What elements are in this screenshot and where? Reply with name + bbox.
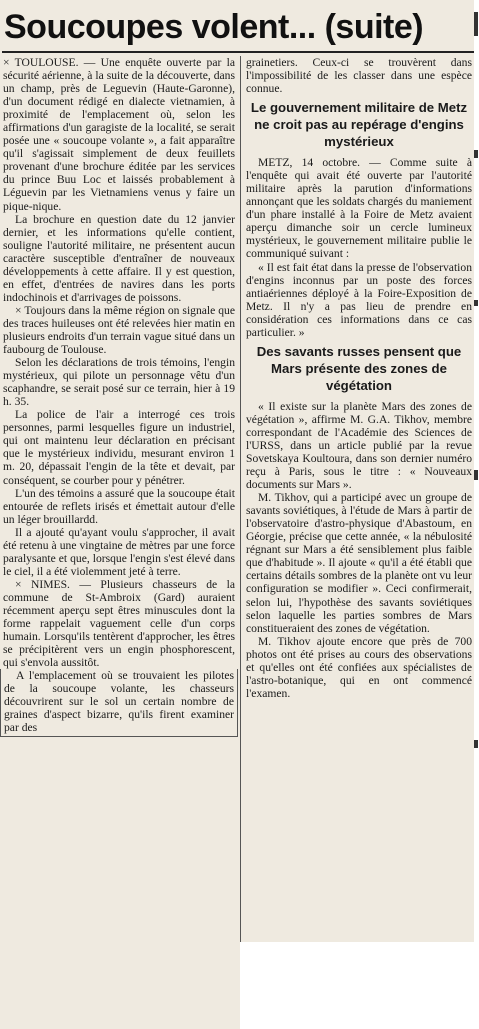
right-column [246, 56, 472, 700]
left-column-tail [0, 669, 238, 737]
paragraph-continuation: grainetiers. Ceux-ci se trouvèrent dans l'impossibilité de les classer dans une espèce connue. [246, 56, 472, 96]
subheading-mars: Des savants russes pensent que Mars présente des zones de végétation [256, 343, 462, 393]
paragraph-nimes-1: × NIMES. — Plusieurs chasseurs de la commune de St-Ambroix (Gard) auraient récemment aperçu sept êtres minuscules dont la forme rappelait vaguement celle d'un corps humain. Lorsqu'ils tentèrent d'approcher, les êtres se précipitèrent vers un engin phosphorescent, qui s'envola aussitôt. [3, 577, 235, 670]
subheading-metz: Le gouvernement militaire de Metz ne croit pas au repérage d'engins mystérieux [250, 100, 468, 150]
left-column [3, 56, 235, 737]
adjacent-page-edge [474, 0, 479, 1029]
paragraph-mars-3: M. Tikhov ajoute encore que près de 700 photos ont été prises au cours des observations et qu'elles ont été confiées aux spécialistes de l'astro-botanique, qui en ont commencé l'examen. [246, 634, 472, 700]
edge-mark [474, 470, 478, 480]
blank-corner [240, 942, 479, 1029]
paragraph-toulouse-2: La brochure en question date du 12 janvier dernier, et les informations qu'elle contient, souligne l'autorité militaire, ne présentent aucun caractère susceptible d'entraîner de nouveaux développements à cette affaire. Il y est question, en effet, d'entrées de navires dans les ports indochinois et d'arrivages de poissons. [3, 212, 235, 304]
headline-rule [2, 51, 474, 53]
paragraph-toulouse-7: Il a ajouté qu'ayant voulu s'approcher, il avait été retenu à une vingtaine de mètres par une force paralysante et que, lorsque l'engin s'est élevé dans le ciel, il a été violemment jeté à terre. [3, 525, 235, 578]
paragraph-toulouse-5: La police de l'air a interrogé ces trois personnes, parmi lesquelles figure un industriel, qui ont maintenu leur déclaration en précisant que le mystérieux individu, mesurant environ 1 m. 20, dépassait l'engin de la tête et devait, par conséquent, se courber pour y pénétrer. [3, 408, 235, 487]
paragraph-mars-1: « Il existe sur la planète Mars des zones de végétation », affirme M. G.A. Tikhov, membre correspondant de l'Académie des Sciences de l'URSS, dans un article publié par la revue Sovetskaya Koultoura, dans son dernier numéro reçu à Paris, sous le titre : « Nouveaux documents sur Mars ». [246, 399, 472, 492]
edge-mark [474, 740, 478, 748]
paragraph-toulouse-1: × TOULOUSE. — Une enquête ouverte par la sécurité aérienne, à la suite de la découverte, dans un champ, près de Leguevin (Haute-Garonne), d'un document rédigé en dialecte vietnamien, à proximité de l'emplacement où, selon les affirmations d'un garagiste de la localité, se serait posée une « soucoupe volante », a fait apparaître qu'il s'agissait simplement de deux feuillets provenant d'une brochure éditée par les services du prince Buu Loc et laissés probablement à Léguevin par les Vietnamiens venus y faire un pique-nique. [3, 56, 235, 213]
column-divider [240, 56, 241, 942]
paragraph-nimes-2: A l'emplacement où se trouvaient les pilotes de la soucoupe volante, les chasseurs découvrirent sur le sol un certain nombre de graines d'aspect bizarre, qu'ils firent examiner par des [4, 669, 234, 735]
paragraph-mars-2: M. Tikhov, qui a participé avec un groupe de savants soviétiques, à l'étude de Mars à partir de l'observatoire d'astro-physique d'Abastoum, en Géorgie, précise que cette année, « la nébulosité régnant sur Mars a été sensiblement plus faible que d'habitude ». Il ajoute « qu'il a été établi que certains détails sombres de la planète ont vu leur configuration se modifier ». Ceci confirmerait, selon lui, l'hypothèse des savants soviétiques selon laquelle les parties sombres de Mars constitueraient des zones de végétation. [246, 491, 472, 635]
edge-mark [474, 150, 478, 158]
edge-mark [474, 300, 478, 306]
headline: Soucoupes volent... (suite) [4, 8, 424, 46]
edge-mark [474, 12, 478, 36]
paragraph-toulouse-6: L'un des témoins a assuré que la soucoupe était entourée de reflets irisés et émettait autour d'elle un léger brouillardd. [3, 486, 235, 526]
paragraph-toulouse-3: × Toujours dans la même région on signale que des traces huileuses ont été relevées hier matin en plusieurs endroits d'un terrain vague situé dans un faubourg de Toulouse. [3, 303, 235, 357]
paragraph-toulouse-4: Selon les déclarations de trois témoins, l'engin mystérieux, qui pilote un personnage vêtu d'un scaphandre, se serait posé sur ce terrain, hier à 19 h. 35. [3, 356, 235, 409]
paragraph-metz-2: « Il est fait état dans la presse de l'observation d'engins inconnus par un poste des forces antiaériennes déployé à la Foire-Exposition de Metz. Il n'y a pas lieu de prendre en considération ces informations dans ce cas particulier. » [246, 260, 472, 339]
paragraph-metz-1: METZ, 14 octobre. — Comme suite à l'enquête qui avait été ouverte par l'autorité militaire après la parution d'informations annonçant que les soldats chargés du maniement d'un phare installé à la Foire de Metz avaient aperçu dimanche soir un cercle lumineux mystérieux, le gouvernement militaire publie le communiqué suivant : [246, 156, 472, 261]
